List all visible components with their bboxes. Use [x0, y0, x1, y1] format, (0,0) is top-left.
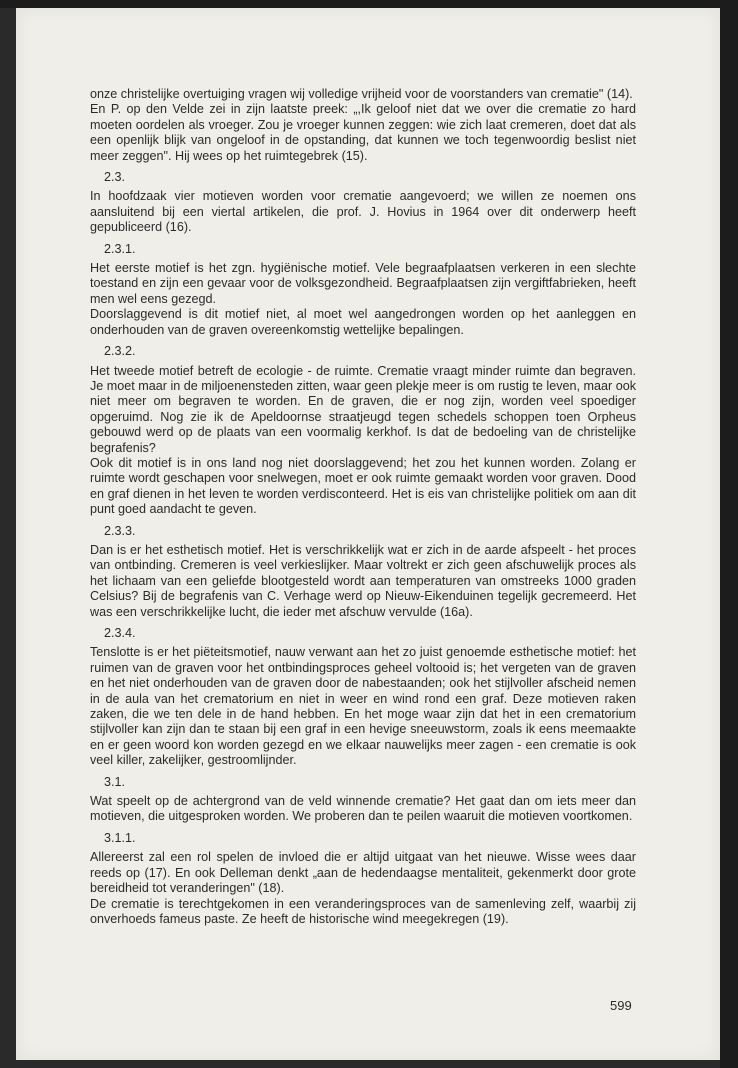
paragraph: Dan is er het esthetisch motief. Het is verschrikkelijk wat er zich in de aarde afspeelt - het proces van ontbinding. Cremeren is veel verkieslijker. Maar voltrekt er zich geen afschuwelijk proces als het lichaam van een geliefde blootgesteld wordt aan temperaturen van omstreeks 1000 graden Celsius? Bij de begrafenis van C. Verhage werd op Nieuw-Eikenduinen tegelijk gecremeerd. Het was een verschrikkelijke lucht, die ieder met afschuw vervulde (16a).: [90, 542, 636, 619]
scan-border-top: [0, 0, 738, 8]
section-heading: 3.1.: [104, 774, 126, 789]
paragraph: En P. op den Velde zei in zijn laatste preek: „,Ik geloof niet dat we over die crematie zo hard moeten oordelen als vroeger. Zou je vroeger kunnen zeggen: wie zich laat cremeren, doet dat als een openlijk blijk van ongeloof in de opstanding, dat kunnen we toch tegenwoordig beslist niet meer zeggen". Hij wees op het ruimtegebrek (15).: [90, 102, 636, 163]
paragraph: Het eerste motief is het zgn. hygiënische motief. Vele begraafplaatsen verkeren in een slechte toestand en zijn een gevaar voor de volksgezondheid. Begraafplaatsen zijn vergiftfabrieken, heeft men wel eens gezegd.: [90, 261, 636, 306]
section-heading: 3.1.1.: [104, 830, 136, 845]
paragraph: Tenslotte is er het piëteitsmotief, nauw verwant aan het zo juist genoemde esthetische motief: het ruimen van de graven voor het ontbindingsproces geheel voltooid is; het vergeten van de graven en het niet onderhouden van de graven door de nabestaanden; ook het stijlvoller afscheid nemen in de aula van het crematorium en niet in weer en wind rond een graf. Deze motieven raken zaken, die we ten dele in de hand hebben. En het moge waar zijn dat het in een crematorium stijlvoller kan zijn dan te staan bij een graf in een hevige sneeuwstorm, zoals ik eens meemaakte en er geen woord kon worden gezegd en we elkaar nauwelijks meer zagen - een crematie is ook veel killer, zakelijker, gestroomlijnder.: [90, 645, 636, 768]
paragraph: Allereerst zal een rol spelen de invloed die er altijd uitgaat van het nieuwe. Wisse wees daar reeds op (17). En ook Delleman denkt „aan de hedendaagse mentaliteit, gekenmerkt door grote bereidheid tot veranderingen" (18).: [90, 850, 636, 896]
section-heading: 2.3.: [104, 170, 126, 185]
paragraph: Wat speelt op de achtergrond van de veld winnende crematie? Het gaat dan om iets meer dan motieven, die uitgesproken worden. We proberen dan te peilen waaruit die motieven voortkomen.: [90, 794, 636, 824]
section-heading: 2.3.4.: [104, 626, 136, 640]
paragraph: Het tweede motief betreft de ecologie - de ruimte. Crematie vraagt minder ruimte dan begraven. Je moet maar in de miljoenensteden zitten, waar geen plekje meer is om rustig te leven, maar ook niet meer om begraven te worden. En de graven, die er nog zijn, worden veel spoediger opgeruimd. Nog zie ik de Apeldoornse straatjeugd tegen schedels schoppen toen Orpheus gebouwd werd op de plaats van een voormalig kerkhof. Is dat de bedoeling van de christelijke begrafenis?: [90, 363, 637, 455]
body-text: [90, 87, 636, 927]
section-heading: 2.3.1.: [104, 241, 136, 256]
section-heading: 2.3.2.: [104, 344, 136, 359]
scan-border-right: [720, 0, 738, 1068]
page-number: 599: [610, 998, 632, 1013]
paragraph: onze christelijke overtuiging vragen wij volledige vrijheid voor de voorstanders van crematie" (14).: [90, 87, 633, 101]
paragraph: De crematie is terechtgekomen in een veranderingsproces van de samenleving zelf, waarbij zij onverhoeds fameus paste. Ze heeft de historische wind meegekregen (19).: [90, 896, 636, 926]
paragraph: Ook dit motief is in ons land nog niet doorslaggevend; het zou het kunnen worden. Zolang er ruimte wordt geschapen voor snelwegen, moet er ook ruimte gemaakt worden voor graven. Dood en graf dienen in het leven te worden verdisconteerd. Het is eis van christelijke politiek om aan dit punt goed aandacht te geven.: [90, 455, 636, 517]
paragraph: In hoofdzaak vier motieven worden voor crematie aangevoerd; we willen ze noemen ons aansluitend bij een viertal artikelen, die prof. J. Hovius in 1964 over dit onderwerp heeft gepubliceerd (16).: [90, 189, 636, 235]
paragraph: Doorslaggevend is dit motief niet, al moet wel aangedrongen worden op het aanleggen en onderhouden van de graven overeenkomstig wettelijke bepalingen.: [90, 307, 636, 337]
section-heading: 2.3.3.: [104, 523, 136, 538]
